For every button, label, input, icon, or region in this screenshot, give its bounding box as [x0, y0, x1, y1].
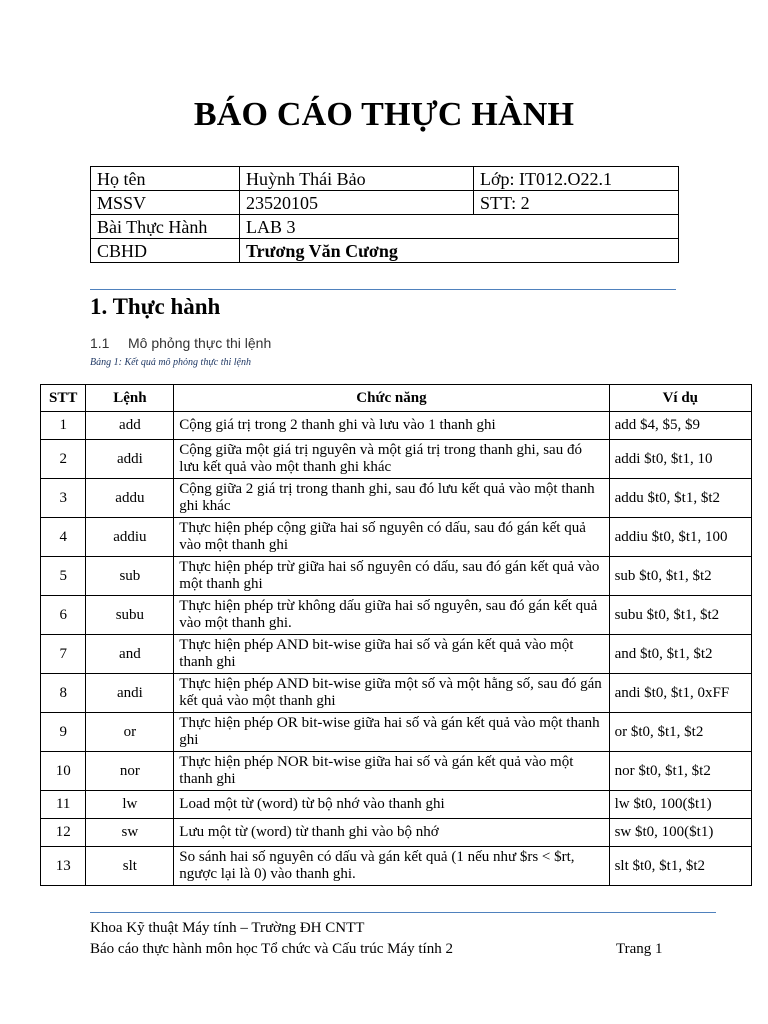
- row-example: sw $t0, 100($t1): [609, 819, 751, 847]
- info-value-instructor: Trương Văn Cương: [240, 239, 679, 263]
- page-number: Trang 1: [616, 941, 663, 957]
- table-row: [41, 479, 752, 518]
- row-example: nor $t0, $t1, $t2: [609, 752, 751, 791]
- header-stt: STT: [41, 385, 86, 412]
- row-function: Cộng giá trị trong 2 thanh ghi và lưu vào 1 thanh ghi: [174, 412, 609, 440]
- document-title: BÁO CÁO THỰC HÀNH: [193, 96, 575, 133]
- row-example: slt $t0, $t1, $t2: [609, 847, 751, 886]
- row-command: sw: [86, 819, 174, 847]
- footer-faculty: Khoa Kỹ thuật Máy tính – Trường ĐH CNTT: [90, 920, 365, 936]
- section-divider: [90, 289, 676, 290]
- row-command: and: [86, 635, 174, 674]
- info-row-instructor: [91, 239, 679, 263]
- row-example: addiu $t0, $t1, 100: [609, 518, 751, 557]
- info-label-name: Họ tên: [91, 167, 240, 191]
- row-example: sub $t0, $t1, $t2: [609, 557, 751, 596]
- table-row: [41, 674, 752, 713]
- header-function: Chức năng: [174, 385, 609, 412]
- row-command: addi: [86, 440, 174, 479]
- row-function: Thực hiện phép OR bit-wise giữa hai số và gán kết quả vào một thanh ghi: [174, 713, 609, 752]
- info-row-name: [91, 167, 679, 191]
- row-command: add: [86, 412, 174, 440]
- info-value-lab: LAB 3: [240, 215, 679, 239]
- table-row: [41, 557, 752, 596]
- row-example: lw $t0, 100($t1): [609, 791, 751, 819]
- row-example: and $t0, $t1, $t2: [609, 635, 751, 674]
- section-heading: 1. Thực hành: [90, 294, 221, 319]
- subsection-title: Mô phỏng thực thi lệnh: [128, 335, 272, 351]
- row-command: sub: [86, 557, 174, 596]
- row-stt: 11: [41, 791, 86, 819]
- footer-course: Báo cáo thực hành môn học Tổ chức và Cấu trúc Máy tính 2: [90, 941, 453, 957]
- row-example: subu $t0, $t1, $t2: [609, 596, 751, 635]
- row-stt: 6: [41, 596, 86, 635]
- row-stt: 8: [41, 674, 86, 713]
- row-stt: 2: [41, 440, 86, 479]
- row-function: So sánh hai số nguyên có dấu và gán kết quả (1 nếu như $rs < $rt, ngược lại là 0) vào thanh ghi.: [174, 847, 609, 886]
- table-caption: Bảng 1: Kết quả mô phỏng thực thi lệnh: [90, 357, 251, 368]
- row-command: nor: [86, 752, 174, 791]
- row-stt: 9: [41, 713, 86, 752]
- row-stt: 12: [41, 819, 86, 847]
- row-function: Cộng giữa 2 giá trị trong thanh ghi, sau đó lưu kết quả vào một thanh ghi khác: [174, 479, 609, 518]
- subsection-heading: [90, 335, 271, 351]
- row-example: addu $t0, $t1, $t2: [609, 479, 751, 518]
- info-value-class: Lớp: IT012.O22.1: [474, 167, 679, 191]
- row-command: addiu: [86, 518, 174, 557]
- row-function: Lưu một từ (word) từ thanh ghi vào bộ nhớ: [174, 819, 609, 847]
- row-stt: 13: [41, 847, 86, 886]
- row-example: andi $t0, $t1, 0xFF: [609, 674, 751, 713]
- row-function: Load một từ (word) từ bộ nhớ vào thanh ghi: [174, 791, 609, 819]
- table-row: [41, 412, 752, 440]
- info-label-instructor: CBHD: [91, 239, 240, 263]
- row-function: Thực hiện phép trừ không dấu giữa hai số nguyên, sau đó gán kết quả vào một thanh ghi.: [174, 596, 609, 635]
- row-command: addu: [86, 479, 174, 518]
- row-stt: 10: [41, 752, 86, 791]
- row-stt: 5: [41, 557, 86, 596]
- info-row-lab: [91, 215, 679, 239]
- row-stt: 7: [41, 635, 86, 674]
- table-row: [41, 596, 752, 635]
- footer-divider: [90, 912, 716, 913]
- info-row-student-id: [91, 191, 679, 215]
- instruction-table-body: [41, 412, 752, 886]
- header-example: Ví dụ: [609, 385, 751, 412]
- table-row: [41, 752, 752, 791]
- row-function: Thực hiện phép NOR bit-wise giữa hai số và gán kết quả vào một thanh ghi: [174, 752, 609, 791]
- row-example: add $4, $5, $9: [609, 412, 751, 440]
- student-info-table: [90, 166, 679, 263]
- table-row: [41, 791, 752, 819]
- instruction-table-header: [41, 385, 752, 412]
- info-value-student-id: 23520105: [240, 191, 474, 215]
- info-label-lab: Bài Thực Hành: [91, 215, 240, 239]
- row-command: andi: [86, 674, 174, 713]
- row-function: Cộng giữa một giá trị nguyên và một giá trị trong thanh ghi, sau đó lưu kết quả vào một thanh ghi khác: [174, 440, 609, 479]
- instruction-table: [40, 384, 752, 886]
- info-value-order: STT: 2: [474, 191, 679, 215]
- header-command: Lệnh: [86, 385, 174, 412]
- row-example: addi $t0, $t1, 10: [609, 440, 751, 479]
- subsection-number: 1.1: [90, 335, 110, 351]
- table-row: [41, 847, 752, 886]
- row-command: subu: [86, 596, 174, 635]
- table-row: [41, 518, 752, 557]
- row-function: Thực hiện phép AND bit-wise giữa hai số và gán kết quả vào một thanh ghi: [174, 635, 609, 674]
- row-function: Thực hiện phép AND bit-wise giữa một số và một hằng số, sau đó gán kết quả vào một thanh ghi: [174, 674, 609, 713]
- row-function: Thực hiện phép cộng giữa hai số nguyên có dấu, sau đó gán kết quả vào một thanh ghi: [174, 518, 609, 557]
- table-row: [41, 713, 752, 752]
- info-value-name: Huỳnh Thái Bảo: [240, 167, 474, 191]
- row-command: slt: [86, 847, 174, 886]
- info-label-student-id: MSSV: [91, 191, 240, 215]
- row-command: lw: [86, 791, 174, 819]
- row-example: or $t0, $t1, $t2: [609, 713, 751, 752]
- table-row: [41, 819, 752, 847]
- row-stt: 1: [41, 412, 86, 440]
- row-function: Thực hiện phép trừ giữa hai số nguyên có dấu, sau đó gán kết quả vào một thanh ghi: [174, 557, 609, 596]
- table-row: [41, 635, 752, 674]
- table-row: [41, 440, 752, 479]
- row-stt: 3: [41, 479, 86, 518]
- row-command: or: [86, 713, 174, 752]
- row-stt: 4: [41, 518, 86, 557]
